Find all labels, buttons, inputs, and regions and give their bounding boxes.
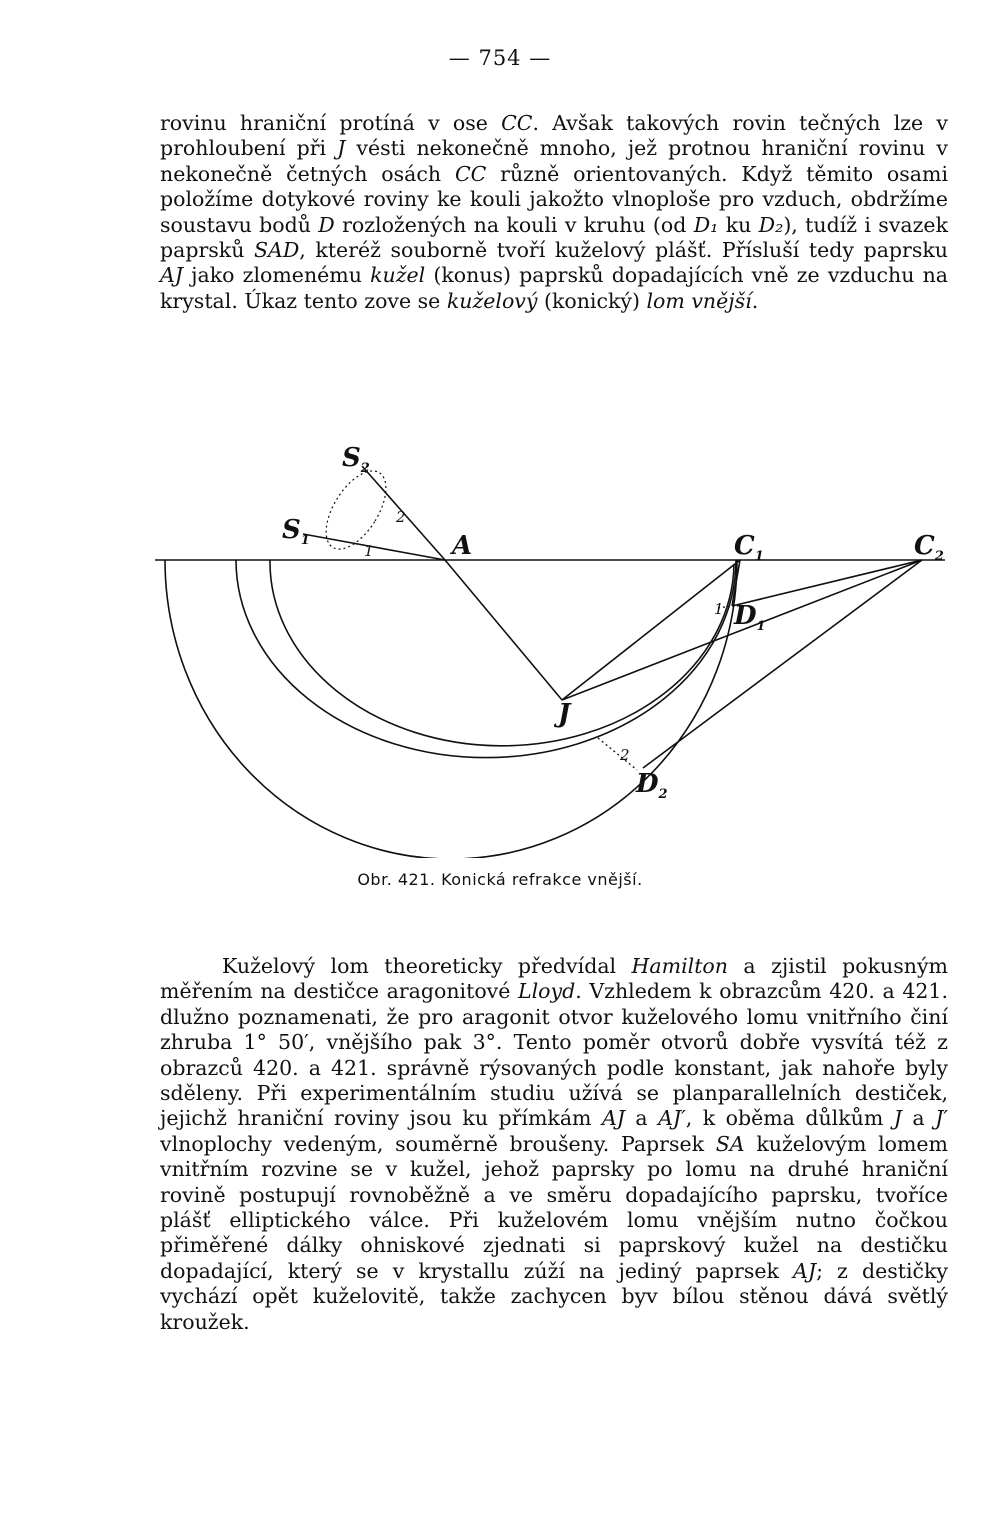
- figure-caption: Obr. 421. Konická refrakce vnější.: [357, 870, 643, 889]
- paragraph-2: Kuželový lom theoreticky předvídal Hamilton a zjistil pokusným měřením na destičce aragonitové Lloyd. Vzhledem k obrazcům 420. a 421. dlužno poznamenati, že pro aragonit otvor kuželového lomu vnitřního činí zhruba 1° 50′, vnějšího pak 3°. Tento poměr otvorů dobře vysvítá též z obrazců 420. a 421. správně rýsovaných podle konstant, jak nahoře byly sděleny. Při experimentálním studiu užívá se planparallelních destiček, jejichž hraniční roviny jsou ku přímkám AJ a AJ′, k oběma důlkům J a J′ vlnoplochy vedeným, souměrně broušeny. Paprsek SA kuželovým lomem vnitřním rozvine se v kužel, jehož paprsky po lomu na druhé hraniční rovině postupují rovnoběžně a ve směru dopadajícího paprsku, tvoříce plášť elliptického válce. Při kuželovém lomu vnějším nutno čočkou přiměřené dálky ohniskové zjednati si paprskový kužel na destičku dopadající, který se v krystallu zúží na jediný paprsek AJ; z destičky vychází opět kuželovitě, takže zachycen byv bílou stěnou dává světlý kroužek.: [160, 954, 949, 1334]
- paragraph-1: rovinu hraniční protíná v ose CC. Avšak takových rovin tečných lze v prohloubení při J vésti nekonečně mnoho, jež protnou hraniční rovinu v nekonečně četných osách CC různě orientovaných. Když těmito osami položíme dotykové roviny ke kouli jakožto vlnoploše pro vzduch, obdržíme soustavu bodů D rozložených na kouli v kruhu (od D₁ ku D₂), tudíž i svazek paprsků SAD, kteréž souborně tvoří kuželový plášť. Přísluší tedy paprsku AJ jako zlomenému kužel (konus) paprsků dopadajících vně ze vzduchu na krystal. Úkaz tento zove se kuželový (konický) lom vnější.: [160, 111, 949, 313]
- label-D2: $D_2$: [636, 769, 668, 802]
- middle-arc: [236, 560, 736, 758]
- line-C2D2: [643, 560, 922, 768]
- label-S1: $S_1$: [282, 515, 310, 548]
- inner-arc: [270, 560, 734, 746]
- label-num-2: 2: [396, 508, 406, 526]
- page-number: — 754 —: [448, 46, 552, 70]
- label-num-2b: 2: [620, 746, 630, 764]
- line-S1A: [303, 534, 445, 560]
- diagram-svg: [140, 438, 960, 858]
- figure-conical-refraction: [140, 438, 960, 858]
- line-AJ: [445, 560, 562, 700]
- line-C2D1: [732, 560, 922, 606]
- label-A: A: [452, 531, 473, 561]
- label-J: J: [558, 699, 571, 729]
- dotted-line-2: [598, 738, 637, 770]
- label-num-1b: 1: [714, 600, 724, 618]
- label-S2: $S_2$: [342, 443, 370, 476]
- label-C1: $C_1$: [734, 531, 764, 564]
- label-C2: $C_2$: [914, 531, 944, 564]
- label-num-1: 1: [364, 542, 374, 560]
- label-D1: $D_1$: [734, 601, 766, 634]
